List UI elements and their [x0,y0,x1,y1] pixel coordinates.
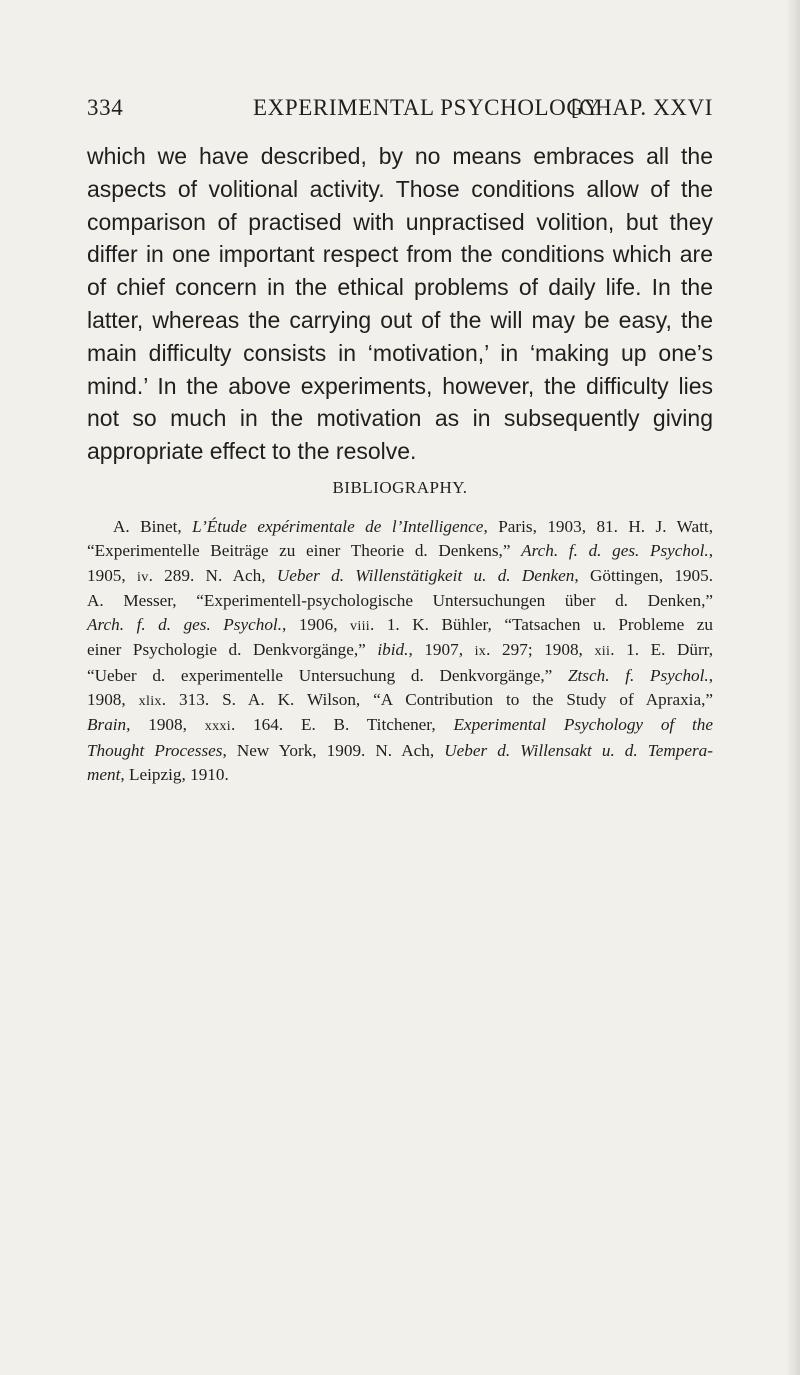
bibliography-line [87,515,713,539]
body-line: of chief concern in the ethical problems of daily life. In the [87,274,713,301]
bibliography-heading: BIBLIOGRAPHY. [332,478,468,497]
body-line: aspects of volitional activity. Those conditions allow of the [87,175,713,202]
bibliography-line [87,763,713,787]
bibliography-title: Thought Processes [87,740,223,760]
bibliography-title: L’Étude expérimentale de l’Intelligence [192,517,484,536]
running-title: EXPERIMENTAL PSYCHOLOGY [253,95,601,120]
bibliography-line [87,638,713,663]
bibliography-title: Ueber d. Willensakt u. d. Tempera- [444,740,714,760]
bibliography-title: Ueber d. Willenstätigkeit u. d. Denken [276,565,575,585]
bibliography-line [87,564,713,589]
bibliography-text: A. Binet, [113,517,193,536]
bibliography-line [87,589,713,613]
bibliography-title: Brain [87,715,127,735]
bibliography-text: , New York, 1909. N. Ach, [222,740,445,760]
bibliography-text: , Göttingen, 1905. [574,565,713,585]
bibliography-text: . 313. S. A. K. Wilson, “A Contribution to the Study of Apraxia,” [161,690,713,710]
bibliography-text: . 164. E. B. Titchener, [230,715,454,735]
body-line: which we have described, by no means embraces all the [87,143,713,169]
chapter-label: [CHAP. XXVI [570,95,713,120]
bibliography-line [87,664,713,688]
bibliography-text: , [708,541,713,561]
bibliography-title: Arch. f. d. ges. Psychol. [87,615,283,635]
bibliography-text: 1908, [87,690,139,710]
bibliography-text: iv [136,568,149,585]
body-line: appropriate effect to the resolve. [87,438,417,465]
bibliography-text: xxxi [204,718,231,735]
bibliography-text: “Ueber d. experimentelle Untersuchung d. Denkvorgänge,” [87,665,568,685]
bibliography-text: , [708,665,713,685]
bibliography-line [87,688,713,713]
page-edge-shadow [786,0,800,1375]
bibliography-text: . 1. K. Bühler, “Tatsachen u. Probleme zu [370,615,713,635]
bibliography-title: Arch. f. d. ges. Psychol. [521,541,709,561]
bibliography-text: , 1907, [408,640,475,660]
bibliography-text: . 297; 1908, [486,640,595,660]
bibliography-text: , 1906, [282,615,351,635]
bibliography-text: . 289. N. Ach, [148,565,277,585]
running-head [87,95,713,131]
bibliography-line [87,713,713,738]
body-line: comparison of practised with unpractised volition, but they [87,208,713,235]
bibliography-text: “Experimentelle Beiträge zu einer Theorie d. Denkens,” [87,541,522,561]
bibliography-line [87,613,713,638]
bibliography-text: xlix [138,693,162,710]
bibliography-title: Ztsch. f. Psychol. [567,665,709,685]
bibliography-text: viii [350,618,371,635]
bibliography-entries [87,515,713,787]
bibliography-text: A. Messer, “Experimentell-psychologische Untersuchungen über d. Denken,” [87,590,713,610]
bibliography-text: , Leipzig, 1910. [120,764,229,784]
bibliography-text: 1905, [87,565,137,585]
bibliography-text: . 1. E. Dürr, [610,640,714,660]
body-line: main difficulty consists in ‘motivation,’ in ‘making up one’s [87,339,713,366]
bibliography-line [87,539,713,563]
bibliography-text: ix [474,643,487,660]
bibliography-text: einer Psychologie d. Denkvorgänge,” [87,640,378,660]
body-line: mind.’ In the above experiments, however, the difficulty lies [87,372,713,399]
body-line: not so much in the motivation as in subsequently giving [87,405,713,432]
bibliography-text: , 1908, [126,715,205,735]
bibliography-text: , Paris, 1903, 81. H. J. Watt, [483,517,713,536]
body-line: differ in one important respect from the conditions which are [87,241,713,268]
body-line: latter, whereas the carrying out of the will may be easy, the [87,306,713,333]
bibliography-line [87,739,713,763]
bibliography-title: ibid. [377,640,409,660]
page-number: 334 [87,95,124,120]
bibliography-title: ment [87,764,121,784]
bibliography-title: Experimental Psychology of the [453,715,714,735]
bibliography-text: xii [594,643,611,660]
body-paragraph [87,140,713,468]
